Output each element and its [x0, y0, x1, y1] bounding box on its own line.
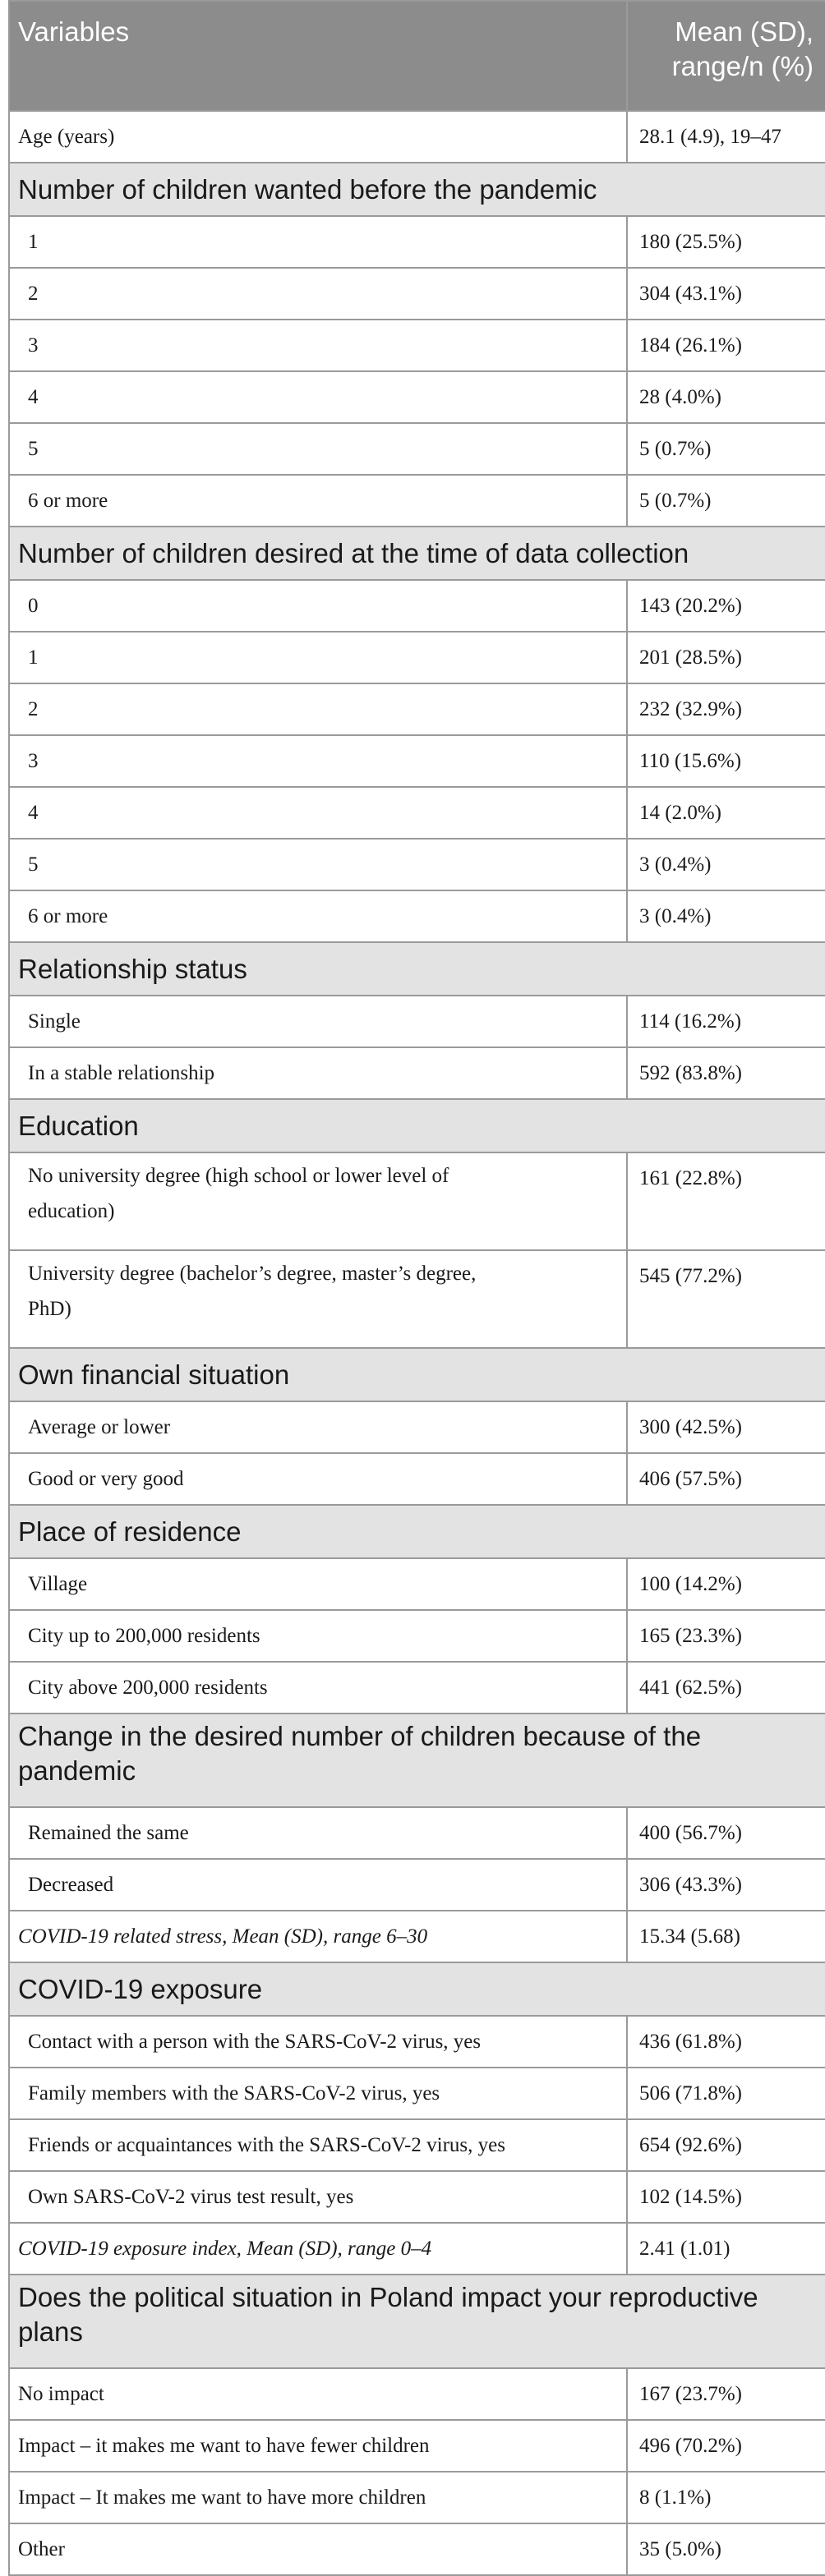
row-value: 592 (83.8%) — [627, 1047, 825, 1099]
row-value: 165 (23.3%) — [627, 1610, 825, 1662]
demographics-table — [8, 0, 825, 2576]
row-label: 2 — [9, 268, 627, 320]
row-label: 0 — [9, 580, 627, 632]
row-label: 4 — [9, 371, 627, 423]
row-label: Other — [9, 2523, 627, 2575]
row-label: Own SARS-CoV-2 virus test result, yes — [9, 2171, 627, 2223]
row-value: 654 (92.6%) — [627, 2119, 825, 2171]
row-value: 184 (26.1%) — [627, 320, 825, 371]
row-value: 15.34 (5.68) — [627, 1911, 825, 1962]
row-label: Average or lower — [9, 1401, 627, 1453]
section-title-line1: Does the political situation in Poland impact your reproductive — [18, 2282, 758, 2312]
row-label — [9, 1152, 627, 1250]
row-label: Decreased — [9, 1859, 627, 1911]
section-title: Relationship status — [9, 942, 825, 996]
row-value: 35 (5.0%) — [627, 2523, 825, 2575]
row-label: 4 — [9, 787, 627, 839]
row-value: 5 (0.7%) — [627, 475, 825, 527]
row-label: 1 — [9, 632, 627, 683]
row-label: Contact with a person with the SARS-CoV-2 virus, yes — [9, 2016, 627, 2068]
row-label: Remained the same — [9, 1807, 627, 1859]
row-label: 3 — [9, 735, 627, 787]
table-row — [9, 2472, 825, 2523]
row-value: 114 (16.2%) — [627, 996, 825, 1047]
section-title-line2: pandemic — [18, 1755, 136, 1786]
table-row — [9, 580, 825, 632]
row-value: 496 (70.2%) — [627, 2420, 825, 2472]
row-label-line1: University degree (bachelor’s degree, master’s degree, — [28, 1263, 477, 1285]
section-education — [9, 1099, 825, 1152]
section-title-line2: plans — [18, 2316, 83, 2347]
table-row — [9, 1610, 825, 1662]
row-label: 5 — [9, 839, 627, 890]
table-row — [9, 2171, 825, 2223]
row-label: 1 — [9, 216, 627, 268]
row-label-line1: No university degree (high school or lower level of — [28, 1165, 449, 1187]
row-value: 8 (1.1%) — [627, 2472, 825, 2523]
row-label: Village — [9, 1558, 627, 1610]
table-row — [9, 683, 825, 735]
table-row — [9, 1152, 825, 1250]
section-title: Number of children desired at the time of data collection — [9, 527, 825, 580]
table-row — [9, 1401, 825, 1453]
row-label: Good or very good — [9, 1453, 627, 1505]
row-label: City up to 200,000 residents — [9, 1610, 627, 1662]
table-row — [9, 423, 825, 475]
row-value: 436 (61.8%) — [627, 2016, 825, 2068]
row-value: 306 (43.3%) — [627, 1859, 825, 1911]
table-row — [9, 1047, 825, 1099]
table-row — [9, 1558, 825, 1610]
row-value: 143 (20.2%) — [627, 580, 825, 632]
section-political — [9, 2275, 825, 2368]
row-value: 161 (22.8%) — [627, 1152, 825, 1250]
row-value: 3 (0.4%) — [627, 839, 825, 890]
row-label: 2 — [9, 683, 627, 735]
table-row — [9, 216, 825, 268]
row-value: 28 (4.0%) — [627, 371, 825, 423]
header-values-line2: range/n (%) — [671, 51, 813, 81]
table-row — [9, 890, 825, 942]
table-row — [9, 268, 825, 320]
row-value: 304 (43.1%) — [627, 268, 825, 320]
table-row — [9, 787, 825, 839]
section-wanted-before — [9, 163, 825, 216]
row-value: 180 (25.5%) — [627, 216, 825, 268]
table-row — [9, 371, 825, 423]
row-label: No impact — [9, 2368, 627, 2420]
table-row — [9, 1662, 825, 1714]
row-label: 5 — [9, 423, 627, 475]
section-desired-now — [9, 527, 825, 580]
section-title — [9, 2275, 825, 2368]
row-label: Impact – it makes me want to have fewer children — [9, 2420, 627, 2472]
table-row-age — [9, 111, 825, 163]
header-values — [627, 1, 825, 111]
section-financial — [9, 1348, 825, 1401]
section-title: Education — [9, 1099, 825, 1152]
section-title — [9, 1714, 825, 1807]
section-title-line1: Change in the desired number of children because of the — [18, 1721, 702, 1751]
row-label: City above 200,000 residents — [9, 1662, 627, 1714]
section-residence — [9, 1505, 825, 1558]
table-row-stress — [9, 1911, 825, 1962]
row-label-line2: education) — [28, 1200, 115, 1222]
row-label: In a stable relationship — [9, 1047, 627, 1099]
table-row — [9, 1250, 825, 1348]
table-row — [9, 839, 825, 890]
row-label: 3 — [9, 320, 627, 371]
table-row — [9, 2523, 825, 2575]
header-variables: Variables — [9, 1, 627, 111]
table-row — [9, 2119, 825, 2171]
section-title: COVID-19 exposure — [9, 1962, 825, 2016]
table-row — [9, 1859, 825, 1911]
table-header-row — [9, 1, 825, 111]
header-values-line1: Mean (SD), — [675, 16, 813, 47]
row-value: 201 (28.5%) — [627, 632, 825, 683]
row-label-line2: PhD) — [28, 1298, 71, 1320]
section-title: Number of children wanted before the pandemic — [9, 163, 825, 216]
row-value: 5 (0.7%) — [627, 423, 825, 475]
row-label: 6 or more — [9, 890, 627, 942]
section-change — [9, 1714, 825, 1807]
table-row — [9, 632, 825, 683]
table-row — [9, 320, 825, 371]
section-relationship — [9, 942, 825, 996]
table-row — [9, 735, 825, 787]
table-row — [9, 1807, 825, 1859]
row-value: 406 (57.5%) — [627, 1453, 825, 1505]
row-value: 400 (56.7%) — [627, 1807, 825, 1859]
section-title: Own financial situation — [9, 1348, 825, 1401]
row-value: 2.41 (1.01) — [627, 2223, 825, 2275]
section-title: Place of residence — [9, 1505, 825, 1558]
row-label: Age (years) — [9, 111, 627, 163]
row-value: 167 (23.7%) — [627, 2368, 825, 2420]
row-value: 545 (77.2%) — [627, 1250, 825, 1348]
row-label: Friends or acquaintances with the SARS-CoV-2 virus, yes — [9, 2119, 627, 2171]
row-value: 28.1 (4.9), 19–47 — [627, 111, 825, 163]
row-label — [9, 1250, 627, 1348]
row-value: 100 (14.2%) — [627, 1558, 825, 1610]
table-row — [9, 475, 825, 527]
table-row — [9, 2016, 825, 2068]
table-row — [9, 2068, 825, 2119]
row-value: 506 (71.8%) — [627, 2068, 825, 2119]
row-value: 110 (15.6%) — [627, 735, 825, 787]
row-value: 441 (62.5%) — [627, 1662, 825, 1714]
row-label: COVID-19 exposure index, Mean (SD), range 0–4 — [9, 2223, 627, 2275]
row-label: Family members with the SARS-CoV-2 virus, yes — [9, 2068, 627, 2119]
section-exposure — [9, 1962, 825, 2016]
row-label: Impact – It makes me want to have more children — [9, 2472, 627, 2523]
table-row — [9, 996, 825, 1047]
table-row — [9, 2420, 825, 2472]
table-row-exposure-index — [9, 2223, 825, 2275]
row-value: 102 (14.5%) — [627, 2171, 825, 2223]
table-row — [9, 2368, 825, 2420]
row-value: 14 (2.0%) — [627, 787, 825, 839]
row-value: 300 (42.5%) — [627, 1401, 825, 1453]
row-label: 6 or more — [9, 475, 627, 527]
row-value: 3 (0.4%) — [627, 890, 825, 942]
row-label: COVID-19 related stress, Mean (SD), range 6–30 — [9, 1911, 627, 1962]
row-value: 232 (32.9%) — [627, 683, 825, 735]
table-row — [9, 1453, 825, 1505]
row-label: Single — [9, 996, 627, 1047]
